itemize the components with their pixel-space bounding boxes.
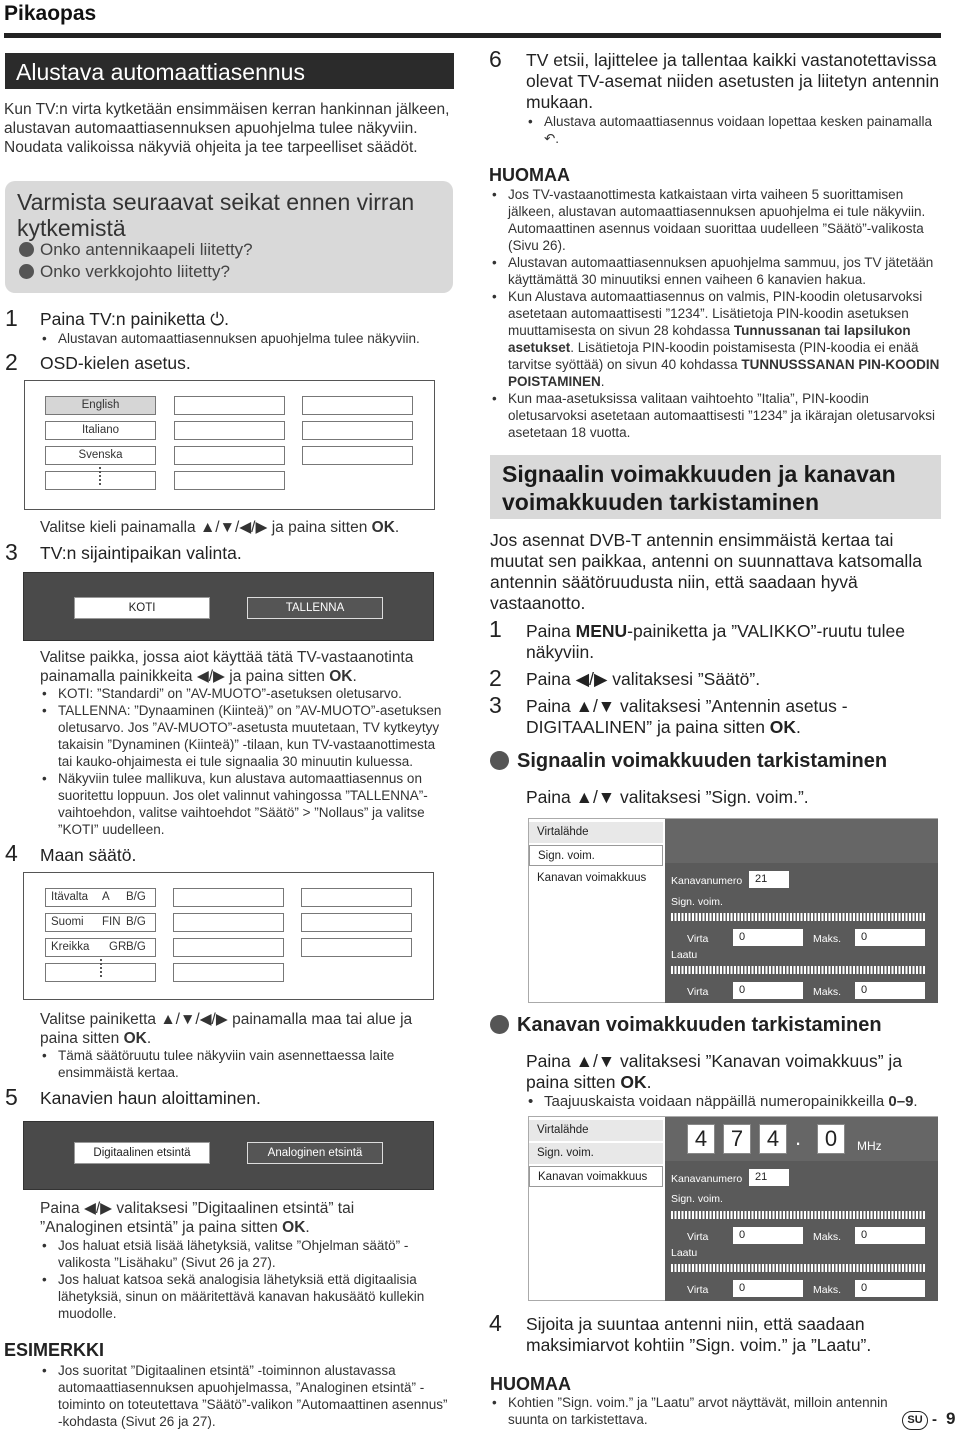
step1-bullet: • Alustavan automaattiasennuksen apuohjelma tulee näkyviin.: [58, 330, 458, 347]
language-option-empty[interactable]: [302, 446, 413, 465]
country-option-empty[interactable]: [301, 913, 412, 932]
step5-note: Paina ◀/▶ valitaksesi ”Digitaalinen etsintä” tai ”Analoginen etsintä” ja paina sitten OK.: [40, 1200, 355, 1236]
language-option-empty[interactable]: [174, 421, 285, 440]
quality-meter: [671, 966, 926, 974]
language-option-empty[interactable]: [174, 396, 285, 415]
freq-digit[interactable]: 7: [723, 1124, 751, 1154]
step3-bullet: • TALLENNA: ”Dynaaminen (Kiinteä)” on ”AV-MUOTO”-asetuksen oletusarvo. Jos ”AV-MUOTO”-asetusta muutetaan, TV kytkeytyy takaisin ”Dynaminen (Kiinteä)” -tilaan, kun TV-vastaanottimesta tai kauko-ohjaimesta ei tule signaalia 30 minuutin kuluessa.: [58, 702, 453, 770]
more-dots-icon: [100, 959, 102, 977]
step5-bullet: • Jos haluat katsoa sekä analogisia lähetyksiä että digitaalisia lähetyksiä, sinun on määritettävä kanavan hakusäätö kullekin muodolle.: [58, 1271, 453, 1322]
note-bullet: • Kun Alustava automaattiasennus on valmis, PIN-koodin oletusarvoksi asetetaan automaattisesti ”1234”. Lisätietoja PIN-koodin asetuksen muuttamisesta on sivun 28 kohdassa Tunnussanan tai lapsilukon asetukset. Lisätietoja PIN-koodin poistamisesta (PIN-koodia ei enää tarvitse syöttää) on sivun 40 kohdassa TUNNUSSSANAN PIN-KOODIN POISTAMINEN.: [508, 288, 943, 390]
check-title: Varmista seuraavat seikat ennen virran kytkemistä: [17, 189, 415, 241]
menu-item-channel[interactable]: Kanavan voimakkuus: [529, 1166, 663, 1187]
koti-button[interactable]: KOTI: [74, 597, 210, 619]
country-panel: [23, 872, 434, 1000]
step1-text: Paina TV:n painiketta ⏻.: [40, 309, 229, 329]
note2-bullet: • Kohtien ”Sign. voim.” ja ”Laatu” arvot näyttävät, milloin antennin suunta on tarkistettava.: [508, 1394, 918, 1428]
max-value: 0: [855, 982, 925, 999]
current-value: 0: [733, 929, 803, 946]
step4-note: Valitse painiketta ▲/▼/◀/▶ painamalla maa tai alue ja paina sitten OK.: [40, 1011, 413, 1047]
signal-intro: Jos asennat DVB-T antennin ensimmäistä kertaa tai muutat sen paikkaa, antenni on suunnattava katsomalla antennin säätöruudusta niin, että saadaan hyvä vastaanotto.: [490, 530, 922, 613]
section-title-bar: [5, 53, 454, 89]
analog-search-button[interactable]: Analoginen etsintä: [247, 1142, 383, 1164]
s4-text: Sijoita ja suuntaa antenni niin, että saadaan maksimiarvot kohtiin ”Sign. voim.” ja ”Laatu”.: [526, 1314, 872, 1355]
current-label: Virta: [687, 933, 709, 945]
max-label: Maks.: [813, 986, 842, 998]
language-option-empty[interactable]: [302, 421, 413, 440]
country-option-empty[interactable]: [173, 888, 284, 907]
channel-label: Kanavanumero: [671, 1173, 743, 1185]
menu-item-signal[interactable]: Sign. voim.: [529, 845, 663, 866]
freq-digit[interactable]: 0: [817, 1124, 845, 1154]
step-number: 2: [489, 665, 502, 691]
country-option-empty[interactable]: [173, 913, 284, 932]
step3-bullet: • Näkyviin tulee mallikuva, kun alustava automaattiasennus on suoritettu loppuun. Jos olet valinnut vahingossa ”TALLENNA”-vaihtoehdon, valitse vaihtoehdot ”Säätö” > ”Nollaus” ja valitse ”KOTI” uudelleen.: [58, 770, 453, 838]
channel-label: Kanavanumero: [671, 875, 743, 887]
signal-title: Signaalin voimakkuuden ja kanavan voimakkuuden tarkistaminen: [502, 461, 896, 515]
note2-title: HUOMAA: [490, 1374, 571, 1394]
example-title: ESIMERKKI: [4, 1340, 105, 1360]
step-number: 3: [489, 692, 502, 718]
step6-text: TV etsii, lajittelee ja tallentaa kaikki vastanotettavissa olevat TV-asemat niiden asetusten ja liitetyn antennin mukaan.: [526, 50, 940, 112]
language-badge: SU: [902, 1411, 928, 1430]
language-option[interactable]: English: [45, 396, 156, 415]
max-label: Maks.: [813, 1231, 842, 1243]
detail-header: [665, 819, 938, 863]
s1-text: Paina MENU-painiketta ja ”VALIKKO”-ruutu tulee näkyviin.: [526, 621, 906, 662]
channel-detail-panel: [665, 1117, 938, 1301]
note-bullet: • Kun maa-asetuksissa valitaan vaihtoehto ”Italia”, PIN-koodin oletusarvoksi asetetaan automaattisesti ”1234” ja ikärajan oletusarvoksi asetetaan 18 vuotta.: [508, 390, 943, 441]
language-option-empty[interactable]: [174, 446, 285, 465]
search-panel: [23, 1121, 434, 1190]
channel-value: 21: [749, 1169, 789, 1186]
freq-header: [665, 1117, 938, 1161]
max-value: 0: [855, 929, 925, 946]
signal-label: Sign. voim.: [671, 1193, 723, 1205]
max-value: 0: [855, 1227, 925, 1244]
check-item-1: Onko antennikaapeli liitetty?: [19, 240, 253, 260]
freq-unit: MHz: [857, 1139, 882, 1153]
note-bullet: • Alustavan automaattiasennuksen apuohjelma sammuu, jos TV jätetään käyttämättä 30 minuutiksi ennen vaiheen 6 kanavien hakua.: [508, 254, 943, 288]
current-label: Virta: [687, 1284, 709, 1296]
quality-label: Laatu: [671, 1247, 698, 1259]
menu-item-power[interactable]: Virtalähde: [529, 822, 663, 843]
note-title: HUOMAA: [489, 165, 570, 185]
freq-digit[interactable]: 4: [687, 1124, 715, 1154]
menu-item-channel[interactable]: Kanavan voimakkuus: [529, 868, 663, 889]
more-dots-icon: [99, 467, 101, 485]
step3-note: Valitse paikka, jossa aiot käyttää tätä TV-vastaanotinta painamalla painikkeita ◀/▶ ja paina sitten OK.: [40, 649, 414, 685]
quality-meter: [671, 1264, 926, 1272]
section-circle-icon: [490, 1015, 509, 1034]
step3-bullet: • KOTI: ”Standardi” on ”AV-MUOTO”-asetuksen oletusarvo.: [58, 685, 453, 702]
language-panel: [24, 380, 435, 510]
section-title: Alustava automaattiasennus: [16, 59, 305, 85]
language-option-empty[interactable]: [174, 471, 285, 490]
sub2-text: Paina ▲/▼ valitaksesi ”Kanavan voimakkuus” ja paina sitten OK.: [526, 1051, 903, 1092]
tallenna-button[interactable]: TALLENNA: [247, 597, 383, 619]
step-number: 1: [489, 616, 502, 642]
note-bullet: • Jos TV-vastaanottimesta katkaistaan virta vaiheen 5 suorittamisen jälkeen, alustavan automaattiasennuksen apuohjelma ei tule näkyviin. Automaattinen asennus voidaan suorittaa uudelleen ”Säätö”-valikosta (Sivu 26).: [508, 186, 943, 254]
step-number: 1: [5, 305, 18, 331]
channel-value: 21: [749, 871, 789, 888]
country-option-empty[interactable]: [173, 938, 284, 957]
step-number: 2: [5, 349, 18, 375]
s3-text: Paina ▲/▼ valitaksesi ”Antennin asetus - DIGITAALINEN” ja paina sitten OK.: [526, 696, 848, 737]
bullet-dot-icon: [19, 264, 34, 279]
signal-title-bar: [490, 455, 941, 519]
signal-menu: [528, 818, 938, 1003]
step-number: 6: [489, 46, 502, 72]
bullet-dot-icon: [19, 242, 34, 257]
freq-digit[interactable]: 4: [759, 1124, 787, 1154]
current-label: Virta: [687, 986, 709, 998]
signal-meter: [671, 913, 926, 921]
sub2-title: Kanavan voimakkuuden tarkistaminen: [490, 1014, 882, 1037]
current-value: 0: [733, 1227, 803, 1244]
step-number: 4: [5, 840, 18, 866]
page-header: Pikaopas: [4, 2, 97, 25]
max-label: Maks.: [813, 1284, 842, 1296]
country-option-empty[interactable]: [173, 963, 284, 982]
page-separator: -: [932, 1411, 937, 1428]
step4-bullet: • Tämä säätöruutu tulee näkyviin vain asennettaessa laite ensimmäistä kertaa.: [58, 1047, 448, 1081]
step2-note: Valitse kieli painamalla ▲/▼/◀/▶ ja paina sitten OK.: [40, 519, 400, 536]
step5-text: Kanavien haun aloittaminen.: [40, 1088, 261, 1108]
current-value: 0: [733, 982, 803, 999]
step-number: 4: [489, 1310, 502, 1336]
quality-label: Laatu: [671, 949, 698, 961]
language-option[interactable]: Italiano: [45, 421, 156, 440]
page-number: 9: [946, 1409, 956, 1428]
country-option[interactable]: Suomi FIN B/G: [45, 913, 156, 932]
freq-dot: .: [795, 1125, 802, 1150]
country-option-empty[interactable]: [301, 888, 412, 907]
country-option[interactable]: Kreikka GR B/G: [45, 938, 156, 957]
current-value: 0: [733, 1280, 803, 1297]
top-rule: [4, 33, 941, 38]
country-option[interactable]: Itävalta A B/G: [45, 888, 156, 907]
sub2-bullet: • Taajuuskaista voidaan näppäillä numeropainikkeilla 0–9.: [544, 1093, 944, 1110]
example-bullet: • Jos suoritat ”Digitaalinen etsintä” -toiminnon alustavassa automaattiasennuksen apuohjelmassa, ”Analoginen etsintä” -toiminto on toteutettava ”Säätö”-valikon ”Automaattinen asennus” -kohdasta (Sivut 26 ja 27).: [58, 1362, 448, 1430]
country-option-empty[interactable]: [301, 938, 412, 957]
sub1-text: Paina ▲/▼ valitaksesi ”Sign. voim.”.: [526, 787, 809, 807]
signal-label: Sign. voim.: [671, 896, 723, 908]
step5-bullet: • Jos haluat etsiä lisää lähetyksiä, valitse ”Ohjelman säätö” -valikosta ”Lisähaku” (Sivut 26 ja 27).: [58, 1237, 453, 1271]
menu-item-power[interactable]: Virtalähde: [529, 1120, 663, 1141]
current-label: Virta: [687, 1231, 709, 1243]
step-number: 5: [5, 1084, 18, 1110]
max-label: Maks.: [813, 933, 842, 945]
signal-meter: [671, 1211, 926, 1219]
s2-text: Paina ◀/▶ valitaksesi ”Säätö”.: [526, 669, 761, 689]
step6-bullet: • Alustava automaattiasennus voidaan lopettaa kesken painamalla ↶.: [544, 113, 944, 147]
language-option-empty[interactable]: [302, 396, 413, 415]
location-panel: [23, 572, 434, 641]
menu-item-signal[interactable]: Sign. voim.: [529, 1143, 663, 1164]
section-circle-icon: [490, 751, 509, 770]
sub1-title: Signaalin voimakkuuden tarkistaminen: [490, 750, 887, 773]
step3-text: TV:n sijaintipaikan valinta.: [40, 543, 242, 563]
step-number: 3: [5, 539, 18, 565]
channel-menu: [528, 1116, 938, 1301]
step2-text: OSD-kielen asetus.: [40, 353, 191, 373]
language-option[interactable]: Svenska: [45, 446, 156, 465]
check-box: [5, 181, 453, 293]
signal-detail-panel: [665, 819, 938, 1003]
max-value: 0: [855, 1280, 925, 1297]
step4-text: Maan säätö.: [40, 845, 137, 865]
check-item-2: Onko verkkojohto liitetty?: [19, 262, 230, 282]
intro-text: Kun TV:n virta kytketään ensimmäisen kerran hankinnan jälkeen, alustavan automaattiasennuksen apuohjelma tulee näkyviin. Noudata valikoissa näkyviä ohjeita ja tee tarpeelliset säädöt.: [4, 101, 450, 156]
digital-search-button[interactable]: Digitaalinen etsintä: [74, 1142, 210, 1164]
